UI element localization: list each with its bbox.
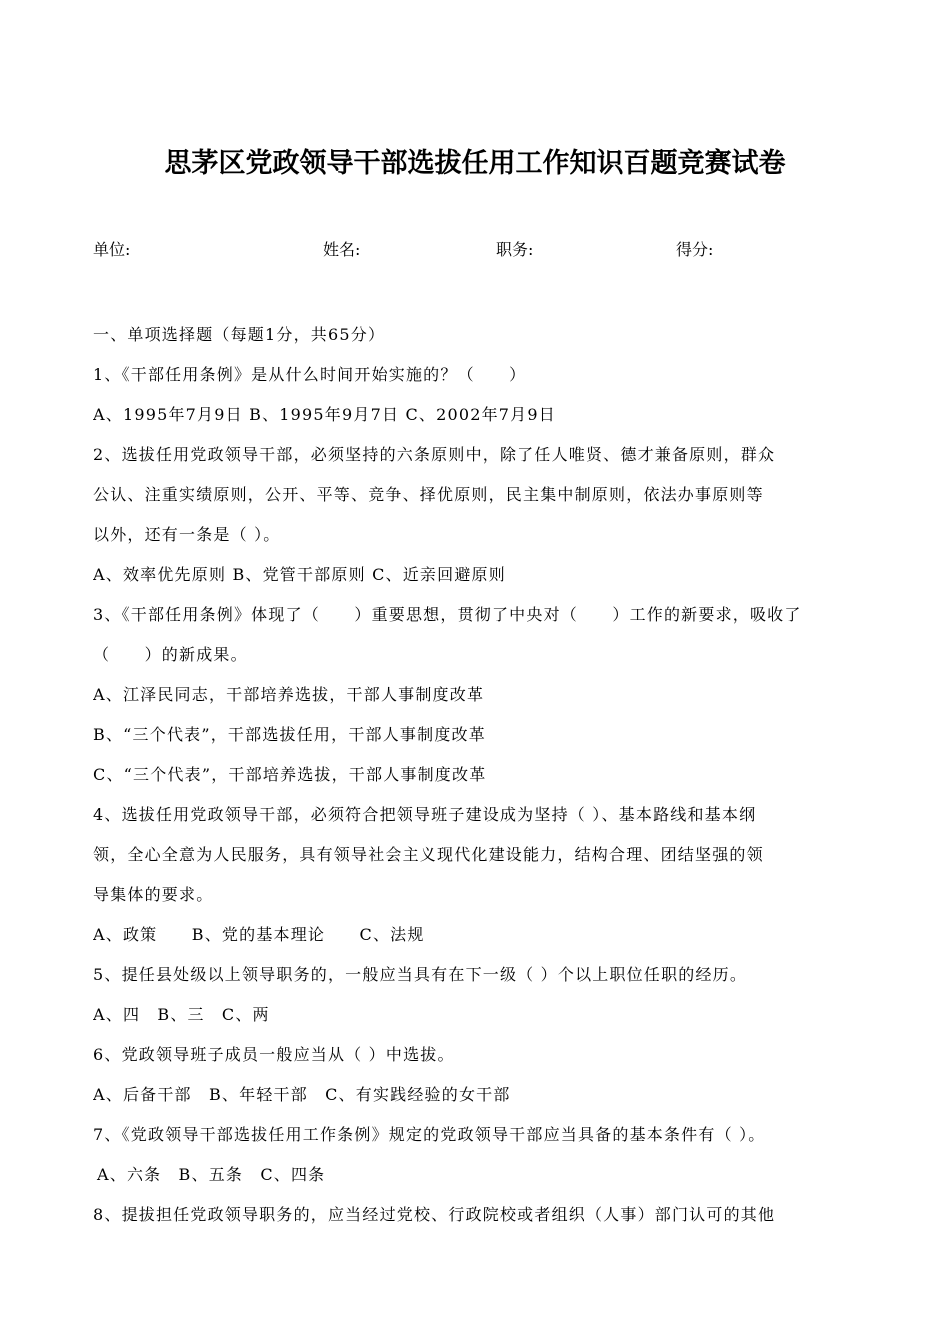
option-line: A、效率优先原则 B、党管干部原则 C、近亲回避原则: [93, 565, 506, 584]
option-line: A、政策 B、党的基本理论 C、法规: [93, 925, 425, 944]
question-content: [93, 315, 858, 1235]
unit-label: 单位:: [93, 240, 131, 259]
position-label: 职务:: [496, 240, 534, 259]
examinee-info-row: [0, 236, 950, 264]
option-line: A、1995年7月9日 B、1995年9月7日 C、2002年7月9日: [93, 405, 556, 424]
name-label: 姓名:: [323, 240, 361, 259]
option-line: A、六条 B、五条 C、四条: [97, 1165, 326, 1184]
question-line: 公认、注重实绩原则，公开、平等、竞争、择优原则，民主集中制原则，依法办事原则等: [93, 485, 764, 504]
option-line: A、江泽民同志，干部培养选拔，干部人事制度改革: [93, 685, 485, 704]
question-line: 导集体的要求。: [93, 885, 214, 904]
question-line: 3、《干部任用条例》体现了（ ）重要思想，贯彻了中央对（ ）工作的新要求，吸收了: [93, 605, 802, 624]
question-line: 领，全心全意为人民服务，具有领导社会主义现代化建设能力，结构合理、团结坚强的领: [93, 845, 764, 864]
option-line: A、后备干部 B、年轻干部 C、有实践经验的女干部: [93, 1085, 511, 1104]
question-line: 4、选拔任用党政领导干部，必须符合把领导班子建设成为坚持（ ）、基本路线和基本纲: [93, 805, 757, 824]
option-line: C、“三个代表”，干部培养选拔，干部人事制度改革: [93, 765, 487, 784]
question-line: 1、《干部任用条例》是从什么时间开始实施的？（ ）: [93, 365, 527, 384]
section-heading: 一、单项选择题（每题1分，共65分）: [93, 325, 386, 344]
score-label: 得分:: [676, 240, 714, 259]
option-line: B、“三个代表”，干部选拔任用，干部人事制度改革: [93, 725, 486, 744]
question-line: 7、《党政领导干部选拔任用工作条例》规定的党政领导干部应当具备的基本条件有（ ）。: [93, 1125, 766, 1144]
question-line: 2、选拔任用党政领导干部，必须坚持的六条原则中，除了任人唯贤、德才兼备原则，群众: [93, 445, 776, 464]
exam-title: 思茅区党政领导干部选拔任用工作知识百题竞赛试卷: [164, 148, 786, 179]
question-line: 6、党政领导班子成员一般应当从（ ）中选拔。: [93, 1045, 455, 1064]
question-line: （ ）的新成果。: [93, 645, 248, 664]
question-line: 5、提任县处级以上领导职务的，一般应当具有在下一级（ ）个以上职位任职的经历。: [93, 965, 748, 984]
question-line: 8、提拔担任党政领导职务的，应当经过党校、行政院校或者组织（人事）部门认可的其他: [93, 1205, 776, 1224]
option-line: A、四 B、三 C、两: [93, 1005, 270, 1024]
question-line: 以外，还有一条是（ ）。: [93, 525, 281, 544]
